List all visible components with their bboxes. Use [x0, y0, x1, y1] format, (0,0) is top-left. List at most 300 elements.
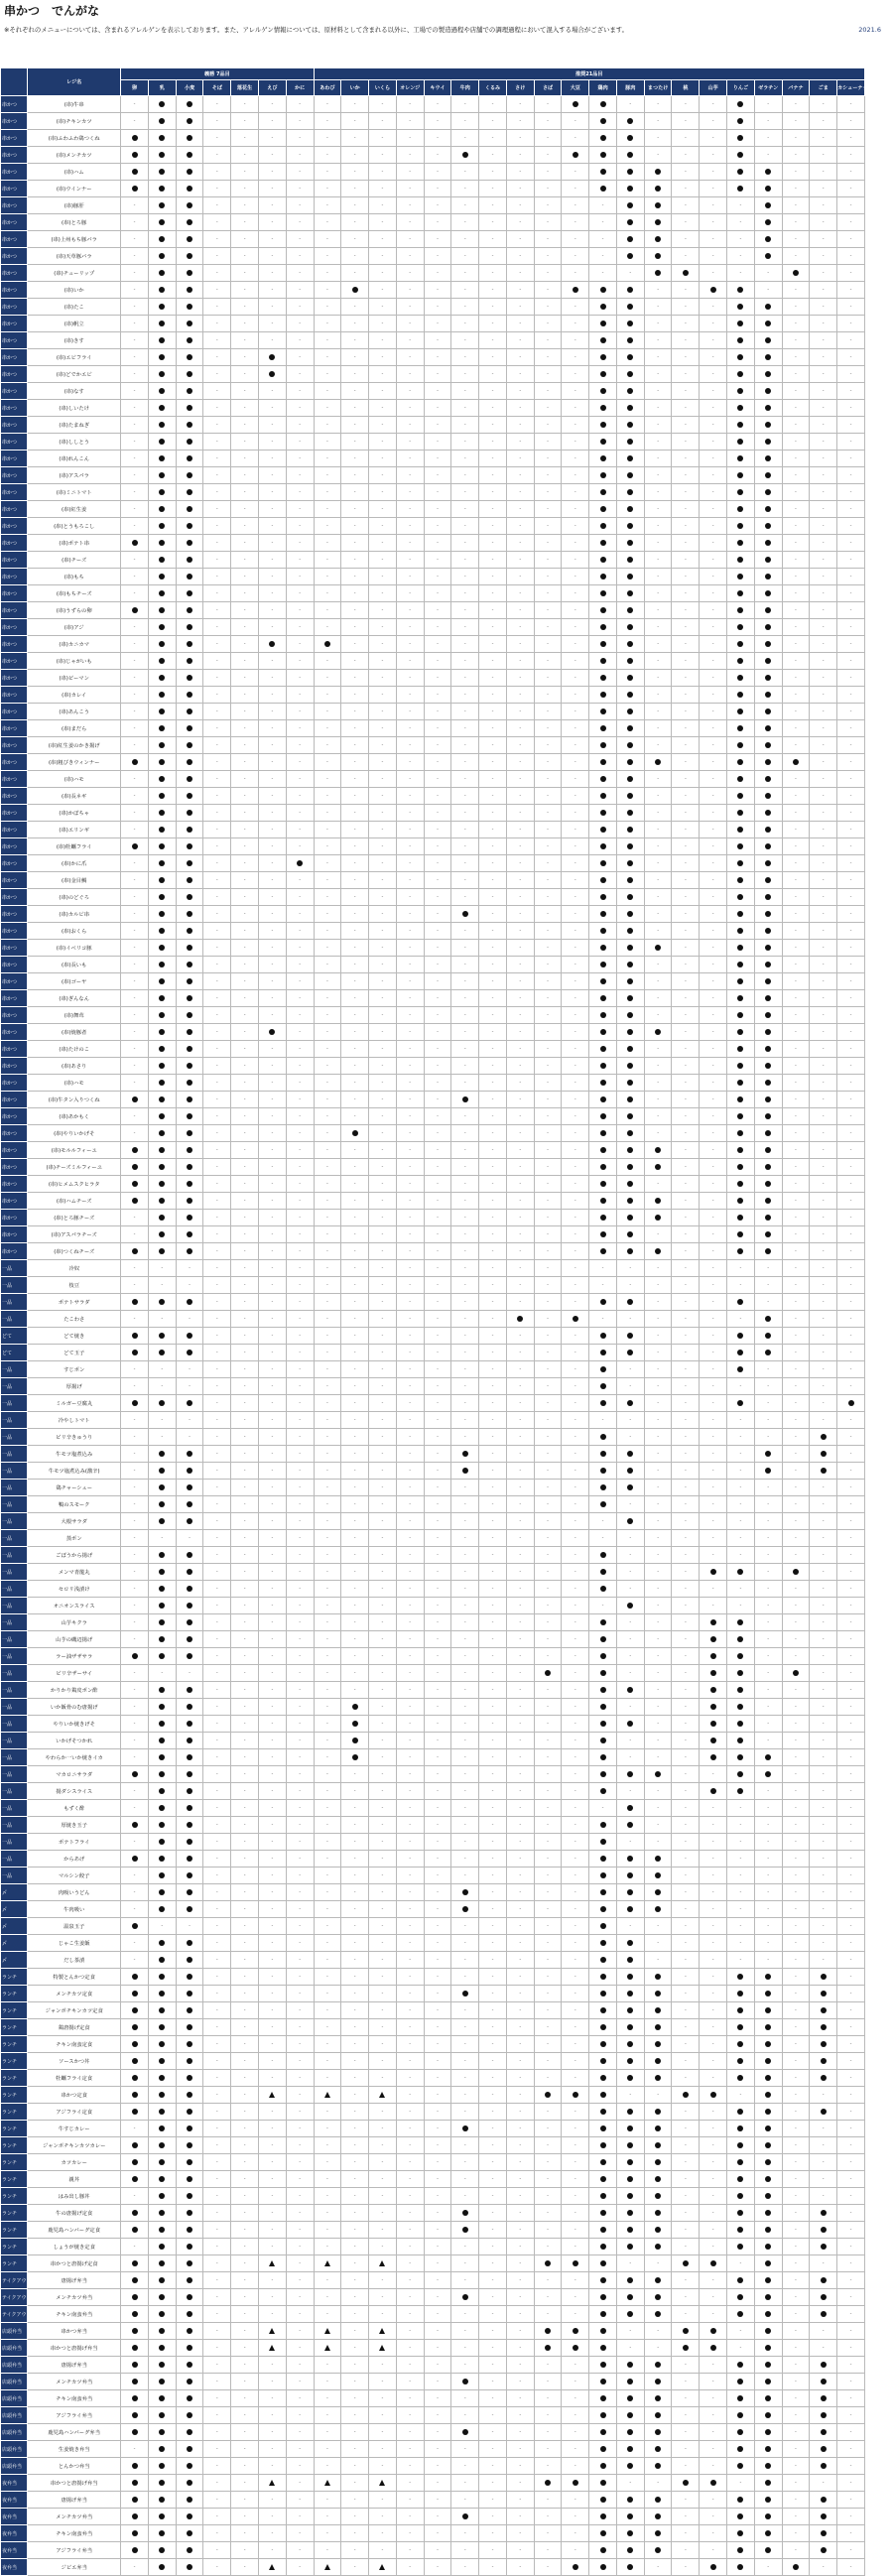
row-category: 串かつ [1, 957, 28, 973]
filled-circle-icon [600, 388, 606, 394]
allergen-contains-mark [148, 872, 176, 889]
allergen-contains-mark [121, 2289, 149, 2306]
allergen-contains-mark [589, 1766, 617, 1783]
allergen-none-mark: - [562, 1749, 589, 1766]
allergen-none-mark: - [782, 231, 810, 248]
allergen-none-mark: - [534, 1699, 562, 1716]
filled-circle-icon [627, 1906, 633, 1912]
allergen-none-mark: - [286, 451, 314, 467]
allergen-none-mark: - [314, 1446, 341, 1463]
row-item-name: 山芋の磯辺揚げ [28, 1631, 121, 1648]
allergen-contains-mark [616, 164, 644, 181]
allergen-contains-mark [286, 855, 314, 872]
allergen-none-mark: - [203, 2374, 231, 2390]
allergen-contains-mark [148, 889, 176, 906]
row-item-name: (串)やりいかげそ [28, 1125, 121, 1142]
filled-circle-icon [627, 523, 633, 529]
table-row [1, 366, 865, 383]
filled-circle-icon [159, 1653, 165, 1659]
table-row [1, 1328, 865, 1345]
allergen-none-mark: - [782, 2121, 810, 2137]
allergen-none-mark: - [616, 1749, 644, 1766]
allergen-none-mark: - [782, 1176, 810, 1193]
allergen-contains-mark [727, 1699, 755, 1716]
allergen-contains-mark [727, 535, 755, 552]
row-item-name: チキン南蛮定食 [28, 2036, 121, 2053]
filled-circle-icon [187, 725, 192, 731]
row-category: 串かつ [1, 855, 28, 872]
allergen-none-mark: - [837, 940, 865, 957]
allergen-none-mark: - [534, 1851, 562, 1868]
filled-circle-icon [187, 2277, 192, 2283]
filled-circle-icon [462, 2294, 468, 2300]
allergen-none-mark: - [396, 1665, 424, 1682]
allergen-none-mark: - [231, 973, 259, 990]
filled-circle-icon [765, 253, 771, 259]
allergen-none-mark: - [506, 2222, 534, 2239]
allergen-contains-mark [727, 653, 755, 670]
allergen-none-mark: - [203, 332, 231, 349]
filled-circle-icon [627, 1451, 633, 1457]
allergen-none-mark: - [286, 349, 314, 366]
row-category: 串かつ [1, 299, 28, 316]
allergen-none-mark: - [369, 1092, 397, 1108]
filled-circle-icon [187, 793, 192, 799]
allergen-none-mark: - [258, 619, 286, 636]
row-category: 一品 [1, 1378, 28, 1395]
allergen-contains-mark [148, 1817, 176, 1834]
filled-circle-icon [737, 337, 743, 343]
allergen-contains-mark [121, 2340, 149, 2357]
allergen-contains-mark [589, 1142, 617, 1159]
allergen-contains-mark [176, 1699, 203, 1716]
filled-circle-icon [737, 422, 743, 428]
allergen-none-mark: - [121, 467, 149, 484]
column-header-allergen: いか [341, 80, 369, 96]
allergen-none-mark: - [837, 1766, 865, 1783]
allergen-none-mark: - [314, 1665, 341, 1682]
allergen-none-mark: - [231, 1345, 259, 1361]
filled-circle-icon [627, 725, 633, 731]
row-item-name: 串かつと唐揚げ弁当 [28, 2340, 121, 2357]
allergen-contains-mark [727, 602, 755, 619]
allergen-contains-mark [589, 96, 617, 113]
allergen-none-mark: - [727, 1598, 755, 1614]
allergen-none-mark: - [231, 518, 259, 535]
allergen-none-mark: - [810, 1412, 837, 1429]
allergen-none-mark: - [424, 2323, 451, 2340]
filled-circle-icon [655, 1872, 661, 1878]
allergen-none-mark: - [341, 1345, 369, 1361]
allergen-none-mark: - [837, 434, 865, 451]
allergen-none-mark: - [369, 231, 397, 248]
allergen-none-mark: - [562, 1513, 589, 1530]
filled-circle-icon [765, 2345, 771, 2351]
allergen-contains-mark [121, 2357, 149, 2374]
allergen-contains-mark [589, 585, 617, 602]
allergen-none-mark: - [424, 1075, 451, 1092]
column-header-allergen: あわび [314, 80, 341, 96]
allergen-none-mark: - [451, 1749, 479, 1766]
allergen-none-mark: - [314, 1513, 341, 1530]
allergen-contains-mark [616, 299, 644, 316]
allergen-none-mark: - [341, 2171, 369, 2188]
filled-circle-icon [710, 2260, 716, 2266]
table-row [1, 2239, 865, 2255]
allergen-contains-mark [616, 2104, 644, 2121]
allergen-none-mark: - [121, 248, 149, 265]
allergen-none-mark: - [341, 1328, 369, 1345]
allergen-none-mark: - [810, 467, 837, 484]
row-category: 店頭弁当 [1, 2390, 28, 2407]
allergen-none-mark: - [424, 973, 451, 990]
filled-circle-icon [187, 1096, 192, 1102]
allergen-contains-mark [754, 788, 782, 805]
allergen-none-mark: - [837, 1682, 865, 1699]
allergen-none-mark: - [534, 788, 562, 805]
allergen-none-mark: - [810, 434, 837, 451]
table-row [1, 569, 865, 585]
allergen-none-mark: - [314, 585, 341, 602]
allergen-contains-mark [148, 1463, 176, 1480]
filled-circle-icon [627, 2277, 633, 2283]
allergen-none-mark: - [231, 282, 259, 299]
allergen-contains-mark [148, 2255, 176, 2272]
allergen-none-mark: - [506, 2205, 534, 2222]
allergen-contains-mark [754, 2340, 782, 2357]
allergen-none-mark: - [700, 2374, 727, 2390]
allergen-none-mark: - [534, 2222, 562, 2239]
allergen-none-mark: - [451, 1665, 479, 1682]
allergen-contains-mark [589, 957, 617, 973]
row-item-name: たこわさ [28, 1311, 121, 1328]
filled-circle-icon [187, 1198, 192, 1204]
allergen-none-mark: - [231, 332, 259, 349]
allergen-none-mark: - [451, 1800, 479, 1817]
allergen-contains-mark [616, 1480, 644, 1496]
allergen-none-mark: - [176, 1277, 203, 1294]
allergen-none-mark: - [396, 569, 424, 585]
allergen-contains-mark [589, 788, 617, 805]
allergen-none-mark: - [451, 467, 479, 484]
row-category: 串かつ [1, 923, 28, 940]
allergen-none-mark: - [203, 2188, 231, 2205]
allergen-none-mark: - [506, 1513, 534, 1530]
allergen-none-mark: - [506, 737, 534, 754]
allergen-none-mark: - [479, 1682, 507, 1699]
allergen-none-mark: - [506, 2289, 534, 2306]
allergen-none-mark: - [396, 1648, 424, 1665]
allergen-contains-mark [616, 771, 644, 788]
allergen-none-mark: - [562, 720, 589, 737]
allergen-none-mark: - [203, 2019, 231, 2036]
allergen-none-mark: - [424, 96, 451, 113]
allergen-none-mark: - [506, 197, 534, 214]
filled-circle-icon [627, 843, 633, 849]
row-category: 一品 [1, 1564, 28, 1581]
allergen-contains-mark [148, 1328, 176, 1345]
allergen-contains-mark [782, 1564, 810, 1581]
allergen-none-mark: - [534, 2239, 562, 2255]
allergen-none-mark: - [369, 1176, 397, 1193]
allergen-none-mark: - [479, 1884, 507, 1901]
allergen-contains-mark [176, 2306, 203, 2323]
allergen-none-mark: - [506, 383, 534, 400]
filled-circle-icon [600, 2294, 606, 2300]
allergen-none-mark: - [396, 1159, 424, 1176]
row-category: 串かつ [1, 838, 28, 855]
row-category: 串かつ [1, 569, 28, 585]
filled-circle-icon [462, 1889, 468, 1895]
allergen-contains-mark [148, 1783, 176, 1800]
filled-circle-icon [159, 2277, 165, 2283]
filled-circle-icon [159, 439, 165, 445]
row-category: 一品 [1, 1260, 28, 1277]
row-category: 串かつ [1, 687, 28, 704]
allergen-none-mark: - [534, 940, 562, 957]
allergen-none-mark: - [562, 737, 589, 754]
allergen-contains-mark [754, 704, 782, 720]
allergen-contains-mark [589, 349, 617, 366]
row-item-name: (串)牛串 [28, 96, 121, 113]
allergen-none-mark: - [644, 2340, 672, 2357]
filled-circle-icon [187, 388, 192, 394]
filled-circle-icon [655, 169, 661, 175]
allergen-none-mark: - [672, 704, 700, 720]
allergen-none-mark: - [121, 484, 149, 501]
allergen-none-mark: - [369, 602, 397, 619]
allergen-none-mark: - [810, 1294, 837, 1311]
filled-circle-icon [627, 1096, 633, 1102]
allergen-contains-mark [754, 2374, 782, 2390]
allergen-contains-mark [121, 2222, 149, 2239]
allergen-none-mark: - [231, 636, 259, 653]
allergen-none-mark: - [672, 1851, 700, 1868]
filled-circle-icon [737, 2311, 743, 2317]
allergen-none-mark: - [396, 1783, 424, 1800]
allergen-none-mark: - [231, 1969, 259, 1986]
filled-circle-icon [159, 911, 165, 917]
allergen-none-mark: - [286, 2121, 314, 2137]
allergen-none-mark: - [203, 417, 231, 434]
allergen-none-mark: - [782, 1260, 810, 1277]
allergen-none-mark: - [231, 1884, 259, 1901]
allergen-none-mark: - [396, 484, 424, 501]
filled-circle-icon [187, 1771, 192, 1777]
allergen-none-mark: - [258, 1598, 286, 1614]
allergen-none-mark: - [672, 1395, 700, 1412]
allergen-none-mark: - [672, 1007, 700, 1024]
allergen-contains-mark [176, 501, 203, 518]
filled-circle-icon [655, 219, 661, 225]
allergen-none-mark: - [672, 1733, 700, 1749]
allergen-contains-mark [700, 2087, 727, 2104]
allergen-none-mark: - [727, 214, 755, 231]
allergen-none-mark: - [203, 1226, 231, 1243]
filled-circle-icon [187, 354, 192, 360]
allergen-none-mark: - [810, 1665, 837, 1682]
allergen-none-mark: - [341, 1665, 369, 1682]
allergen-contains-mark [148, 552, 176, 569]
allergen-none-mark: - [231, 1429, 259, 1446]
filled-circle-icon [187, 101, 192, 107]
allergen-contains-mark [121, 2053, 149, 2070]
allergen-none-mark: - [782, 569, 810, 585]
allergen-contains-mark [176, 1817, 203, 1834]
allergen-contains-mark [727, 619, 755, 636]
allergen-contains-mark [754, 1463, 782, 1480]
allergen-none-mark: - [286, 2171, 314, 2188]
allergen-none-mark: - [837, 282, 865, 299]
allergen-contains-mark [121, 1193, 149, 1210]
allergen-contains-mark [616, 214, 644, 231]
allergen-none-mark: - [534, 754, 562, 771]
allergen-contains-mark [176, 754, 203, 771]
allergen-contains-mark [700, 1783, 727, 1800]
allergen-none-mark: - [121, 434, 149, 451]
filled-circle-icon [737, 1687, 743, 1693]
allergen-contains-mark [176, 366, 203, 383]
allergen-contains-mark [562, 2255, 589, 2272]
allergen-none-mark: - [837, 2306, 865, 2323]
allergen-contains-mark [451, 147, 479, 164]
filled-circle-icon [545, 2345, 551, 2351]
allergen-none-mark: - [589, 265, 617, 282]
allergen-none-mark: - [203, 687, 231, 704]
allergen-none-mark: - [700, 113, 727, 130]
table-row [1, 1682, 865, 1699]
allergen-none-mark: - [203, 299, 231, 316]
allergen-none-mark: - [616, 1547, 644, 1564]
allergen-none-mark: - [644, 535, 672, 552]
allergen-none-mark: - [672, 1513, 700, 1530]
allergen-none-mark: - [286, 467, 314, 484]
allergen-contains-mark [148, 1226, 176, 1243]
allergen-none-mark: - [451, 1075, 479, 1092]
allergen-none-mark: - [258, 1311, 286, 1328]
allergen-none-mark: - [479, 1547, 507, 1564]
allergen-none-mark: - [341, 1193, 369, 1210]
allergen-contains-mark [176, 2087, 203, 2104]
row-category: 串かつ [1, 248, 28, 265]
allergen-none-mark: - [837, 1159, 865, 1176]
allergen-none-mark: - [314, 2053, 341, 2070]
allergen-none-mark: - [479, 1446, 507, 1463]
allergen-contains-mark [754, 248, 782, 265]
allergen-none-mark: - [672, 1463, 700, 1480]
allergen-none-mark: - [700, 1935, 727, 1952]
allergen-none-mark: - [837, 130, 865, 147]
allergen-none-mark: - [479, 1817, 507, 1834]
allergen-none-mark: - [369, 737, 397, 754]
allergen-contains-mark [176, 332, 203, 349]
row-category: 串かつ [1, 788, 28, 805]
allergen-none-mark: - [451, 484, 479, 501]
allergen-none-mark: - [341, 1159, 369, 1176]
allergen-contains-mark [616, 1007, 644, 1024]
filled-circle-icon [765, 1080, 771, 1086]
allergen-none-mark: - [837, 788, 865, 805]
allergen-none-mark: - [837, 214, 865, 231]
allergen-none-mark: - [314, 1530, 341, 1547]
allergen-none-mark: - [837, 872, 865, 889]
allergen-contains-mark [754, 1176, 782, 1193]
filled-circle-icon [187, 1130, 192, 1136]
filled-circle-icon [821, 1974, 827, 1980]
allergen-none-mark: - [286, 1159, 314, 1176]
allergen-none-mark: - [258, 518, 286, 535]
allergen-none-mark: - [479, 2121, 507, 2137]
allergen-none-mark: - [231, 940, 259, 957]
filled-circle-icon [600, 2024, 606, 2030]
filled-circle-icon [132, 186, 138, 192]
allergen-none-mark: - [424, 1378, 451, 1395]
allergen-none-mark: - [451, 720, 479, 737]
filled-circle-icon [737, 2210, 743, 2216]
table-row [1, 2390, 865, 2407]
allergen-none-mark: - [258, 434, 286, 451]
allergen-none-mark: - [837, 923, 865, 940]
allergen-none-mark: - [810, 2340, 837, 2357]
filled-circle-icon [655, 1974, 661, 1980]
allergen-may-contain-mark [314, 2323, 341, 2340]
allergen-none-mark: - [810, 2137, 837, 2154]
filled-circle-icon [737, 1181, 743, 1187]
filled-circle-icon [627, 1164, 633, 1170]
filled-circle-icon [737, 995, 743, 1001]
filled-circle-icon [627, 1215, 633, 1221]
allergen-none-mark: - [672, 2104, 700, 2121]
allergen-contains-mark [148, 434, 176, 451]
allergen-contains-mark [589, 130, 617, 147]
allergen-none-mark: - [562, 619, 589, 636]
allergen-none-mark: - [451, 1564, 479, 1581]
allergen-none-mark: - [506, 1294, 534, 1311]
allergen-none-mark: - [837, 1446, 865, 1463]
allergen-none-mark: - [782, 535, 810, 552]
allergen-contains-mark [589, 535, 617, 552]
allergen-none-mark: - [810, 973, 837, 990]
table-row [1, 1294, 865, 1311]
allergen-none-mark: - [534, 569, 562, 585]
allergen-contains-mark [589, 1918, 617, 1935]
allergen-none-mark: - [672, 1834, 700, 1851]
allergen-none-mark: - [396, 1463, 424, 1480]
allergen-none-mark: - [837, 1463, 865, 1480]
row-item-name: じゃこ生姜飯 [28, 1935, 121, 1952]
allergen-contains-mark [727, 1564, 755, 1581]
table-row [1, 855, 865, 872]
allergen-none-mark: - [562, 501, 589, 518]
table-row [1, 2306, 865, 2323]
allergen-none-mark: - [727, 1547, 755, 1564]
allergen-none-mark: - [286, 1294, 314, 1311]
filled-circle-icon [710, 1721, 716, 1727]
allergen-none-mark: - [286, 248, 314, 265]
allergen-contains-mark [616, 535, 644, 552]
table-row [1, 1260, 865, 1277]
allergen-none-mark: - [203, 1277, 231, 1294]
allergen-none-mark: - [396, 1058, 424, 1075]
allergen-none-mark: - [451, 231, 479, 248]
table-row [1, 1817, 865, 1834]
allergen-none-mark: - [396, 872, 424, 889]
row-item-name: (串)なす [28, 383, 121, 400]
allergen-none-mark: - [534, 1530, 562, 1547]
allergen-contains-mark [644, 265, 672, 282]
allergen-contains-mark [754, 636, 782, 653]
allergen-none-mark: - [314, 1918, 341, 1935]
